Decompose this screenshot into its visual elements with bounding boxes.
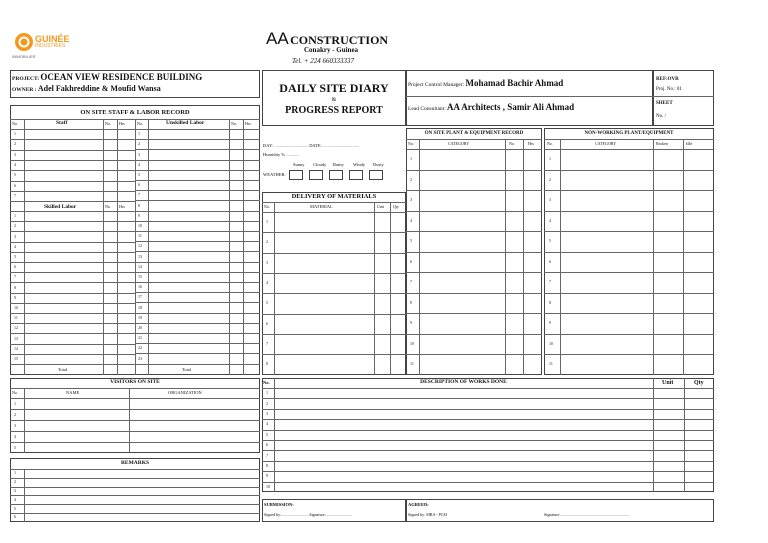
works-col-no: No. — [263, 380, 270, 385]
day-label: DAY: — [263, 143, 274, 148]
diary-title: DAILY SITE DIARY — [279, 81, 389, 95]
plant-title: ON SITE PLANT & EQUIPMENT RECORD — [424, 131, 524, 136]
diary-subtitle: PROGRESS REPORT — [285, 105, 383, 116]
company-title — [266, 30, 388, 47]
staff-row-number: 3 — [14, 151, 16, 157]
delivery-row-number: 1 — [266, 219, 268, 225]
visitors-col-name: NAME — [66, 390, 80, 395]
plant-row[interactable] — [406, 149, 542, 170]
staff-row-number: 6 — [14, 182, 16, 188]
unskilled-row[interactable] — [135, 211, 260, 221]
nonworking-col-category: CATEGORY — [595, 141, 617, 146]
weather-label: WEATHER: — [263, 172, 286, 177]
staff-col-no2: No. — [105, 121, 111, 126]
delivery-row-number: 2 — [266, 239, 268, 245]
works-row[interactable] — [262, 482, 714, 492]
nonworking-col-no: No. — [547, 141, 553, 146]
unskilled-row-number: 9 — [138, 212, 140, 218]
nonworking-row-number: 2 — [549, 176, 551, 182]
staff-row[interactable] — [10, 170, 135, 180]
works-row[interactable] — [262, 450, 714, 460]
nonworking-row[interactable] — [544, 252, 714, 273]
unskilled-row-number: 18 — [138, 304, 142, 310]
unskilled-row-number: 4 — [138, 161, 140, 167]
project-label: PROJECT: — [12, 76, 40, 82]
skilled-row-number: 3 — [14, 233, 16, 239]
works-row-number: 2 — [266, 400, 268, 406]
staff-row[interactable] — [10, 150, 135, 160]
visitor-row[interactable] — [10, 431, 260, 442]
unskilled-row-number: 22 — [138, 345, 142, 351]
unskilled-row-number: 15 — [138, 273, 142, 279]
unskilled-row[interactable] — [135, 282, 260, 292]
delivery-row-number: 7 — [266, 340, 268, 346]
skilled-row[interactable] — [10, 262, 135, 272]
unskilled-row-number: 11 — [138, 233, 142, 239]
unskilled-row[interactable] — [135, 343, 260, 353]
skilled-row[interactable] — [10, 231, 135, 241]
staff-row-number: 5 — [14, 172, 16, 178]
skilled-row[interactable] — [10, 242, 135, 252]
works-row-number: 4 — [266, 421, 268, 427]
unskilled-row-number: 14 — [138, 263, 142, 269]
plant-row[interactable] — [406, 272, 542, 293]
skilled-row-number: 12 — [14, 325, 18, 331]
remark-row-number: 2 — [14, 479, 16, 485]
works-row[interactable] — [262, 440, 714, 450]
sheet-no: No. / — [656, 114, 666, 119]
skilled-row-number: 1 — [14, 213, 16, 219]
unskilled-row-number: 21 — [138, 335, 142, 341]
plant-row-number: 9 — [410, 320, 412, 326]
nonworking-row-number: 10 — [549, 340, 553, 346]
works-row-number: 3 — [266, 411, 268, 416]
skilled-col-no: No. — [105, 204, 111, 209]
owner-name: Adel Fakhreddine & Moufid Wansa — [37, 84, 161, 93]
delivery-row-number: 5 — [266, 300, 268, 306]
staff-total: Total — [58, 367, 68, 372]
unskilled-row[interactable] — [135, 231, 260, 241]
remark-row-number: 6 — [14, 514, 16, 520]
nonworking-row-number: 4 — [549, 217, 551, 223]
plant-row[interactable] — [406, 211, 542, 232]
remark-row[interactable] — [10, 487, 260, 496]
delivery-row-number: 3 — [266, 259, 268, 265]
unskilled-row[interactable] — [135, 302, 260, 312]
unskilled-row[interactable] — [135, 292, 260, 302]
remark-row[interactable] — [10, 504, 260, 513]
works-row-number: 6 — [266, 442, 268, 448]
nonworking-row-number: 7 — [549, 279, 551, 285]
weather-option-rainy: Rainy — [333, 162, 344, 167]
plant-col-category: CATEGORY — [448, 141, 470, 146]
unskilled-row[interactable] — [135, 241, 260, 251]
works-row-number: 5 — [266, 431, 268, 437]
unskilled-row-number: 16 — [138, 284, 142, 290]
unskilled-col-hrs: Hrs — [245, 121, 251, 126]
delivery-col-qty: Qty — [393, 204, 399, 209]
nonworking-row-number: 5 — [549, 238, 551, 244]
works-col-qty: Qty — [694, 380, 704, 386]
plant-col-hrs: Hrs — [528, 141, 534, 146]
plant-col-no2: No. — [509, 141, 515, 146]
unskilled-row[interactable] — [135, 200, 260, 210]
unskilled-row[interactable] — [135, 251, 260, 261]
pcm-name: Mohamad Bachir Ahmad — [465, 78, 564, 88]
proj-no: Proj. No.: 01 — [656, 87, 682, 92]
nonworking-row[interactable] — [544, 293, 714, 314]
nonworking-row[interactable] — [544, 313, 714, 334]
project-line — [12, 73, 202, 83]
unskilled-row-number: 20 — [138, 324, 142, 330]
skilled-row[interactable] — [10, 211, 135, 221]
humidity-label: Humidity % — [263, 152, 286, 157]
remark-row-number: 4 — [14, 496, 16, 502]
owner-label: OWNER : — [12, 87, 37, 93]
skilled-row[interactable] — [10, 333, 135, 343]
works-row[interactable] — [262, 461, 714, 471]
pcm-label: Project Control Manager: — [408, 82, 465, 88]
unskilled-row[interactable] — [135, 221, 260, 231]
delivery-row-number: 6 — [266, 320, 268, 326]
visitors-title: VISITORS ON SITE — [110, 379, 160, 385]
remark-row[interactable] — [10, 513, 260, 522]
diary-amp: & — [331, 97, 337, 103]
unskilled-row[interactable] — [135, 313, 260, 323]
works-row-number: 7 — [266, 452, 268, 458]
nonworking-row[interactable] — [544, 170, 714, 191]
delivery-row-number: 8 — [266, 361, 268, 367]
plant-col-no: No. — [408, 141, 414, 146]
skilled-row-number: 11 — [14, 315, 18, 321]
delivery-col-material: MATERIAL — [310, 204, 333, 209]
works-row-number: 8 — [266, 463, 268, 468]
staff-row-number: 2 — [14, 141, 16, 147]
unskilled-row-number: 12 — [138, 243, 142, 249]
unskilled-row[interactable] — [135, 262, 260, 272]
skilled-row-number: 9 — [14, 294, 16, 300]
pcm-line — [408, 79, 563, 89]
unskilled-row[interactable] — [135, 149, 260, 159]
skilled-row-number: 8 — [14, 284, 16, 290]
skilled-row-number: 13 — [14, 335, 18, 341]
delivery-row[interactable] — [262, 293, 406, 313]
works-title: DESCRIPTION OF WORKS DONE — [420, 379, 507, 385]
staff-row[interactable] — [10, 139, 135, 149]
unskilled-row-number: 13 — [138, 253, 142, 259]
delivery-row[interactable] — [262, 314, 406, 334]
day-field[interactable]: DAY: .............................. DATE: ................................ — [263, 143, 360, 148]
works-row[interactable] — [262, 430, 714, 440]
unskilled-row[interactable] — [135, 170, 260, 180]
agreed-signature[interactable]: Signature:..................................................................... — [544, 512, 630, 517]
unskilled-row-number: 17 — [138, 294, 142, 300]
unskilled-row-number: 19 — [138, 314, 142, 320]
unskilled-row-number: 23 — [138, 355, 142, 361]
unskilled-row[interactable] — [135, 139, 260, 149]
submission-signed[interactable]: Signed by:............................Signature:.......................... — [264, 512, 352, 517]
plant-row-number: 2 — [410, 176, 412, 182]
logo-brand: GUINÉE — [35, 34, 70, 44]
skilled-row[interactable] — [10, 221, 135, 231]
delivery-row[interactable] — [262, 212, 406, 232]
skilled-row[interactable] — [10, 303, 135, 313]
plant-row-number: 3 — [410, 197, 412, 203]
visitor-row[interactable] — [10, 442, 260, 453]
plant-row-number: 8 — [410, 299, 412, 305]
unskilled-row[interactable] — [135, 180, 260, 190]
date-label: DATE: — [309, 143, 322, 148]
weather-option-windy: Windy — [353, 162, 366, 167]
unskilled-row-number: 10 — [138, 222, 142, 228]
plant-row[interactable] — [406, 231, 542, 252]
delivery-row[interactable] — [262, 232, 406, 252]
staff-row[interactable] — [10, 160, 135, 170]
skilled-row-number: 5 — [14, 253, 16, 259]
agreed-box — [406, 499, 714, 522]
delivery-title: DELIVERY OF MATERIALS — [291, 193, 377, 200]
weather-option-sunny: Sunny — [293, 162, 305, 167]
nonworking-col-broken: Broken — [656, 141, 668, 146]
unskilled-row[interactable] — [135, 160, 260, 170]
unskilled-row-number: 3 — [138, 151, 140, 157]
works-row[interactable] — [262, 419, 714, 429]
plant-row[interactable] — [406, 354, 542, 375]
remark-row[interactable] — [10, 478, 260, 487]
skilled-row-number: 10 — [14, 304, 18, 310]
nonworking-row-number: 6 — [549, 258, 551, 264]
works-row[interactable] — [262, 398, 714, 408]
weather-checkbox-windy[interactable] — [349, 170, 363, 180]
project-name: OCEAN VIEW RESIDENCE BUILDING — [40, 72, 203, 82]
staff-row-number: 4 — [14, 162, 16, 168]
plant-row[interactable] — [406, 252, 542, 273]
unskilled-row[interactable] — [135, 353, 260, 363]
weather-checkbox-cloudy[interactable] — [309, 170, 323, 180]
nonworking-row[interactable] — [544, 272, 714, 293]
plant-row-number: 10 — [410, 340, 414, 346]
skilled-row-number: 7 — [14, 274, 16, 280]
unskilled-total: Total — [182, 367, 192, 372]
plant-row-number: 6 — [410, 258, 412, 264]
staff-row[interactable] — [10, 191, 135, 201]
weather-checkbox-sunny[interactable] — [289, 170, 303, 180]
plant-row-number: 1 — [410, 156, 412, 162]
agreed-label: AGREED: — [408, 502, 429, 507]
unskilled-row-number: 2 — [138, 141, 140, 147]
visitor-row-number: 2 — [14, 411, 16, 417]
nonworking-row-number: 3 — [549, 197, 551, 203]
submission-label: SUBMISSION: — [264, 502, 294, 507]
skilled-row-number: 15 — [14, 355, 18, 361]
staff-title: ON SITE STAFF & LABOR RECORD — [80, 109, 190, 116]
nonworking-row[interactable] — [544, 190, 714, 211]
staff-col-hrs: Hrs — [119, 121, 125, 126]
plant-row[interactable] — [406, 170, 542, 191]
unskilled-row-number: 6 — [138, 182, 140, 188]
works-col-unit: Unit — [662, 380, 674, 386]
skilled-row[interactable] — [10, 272, 135, 282]
lc-name: AA Architects , Samir Ali Ahmad — [446, 102, 575, 112]
skilled-row-number: 6 — [14, 264, 16, 270]
weather-checkbox-rainy[interactable] — [329, 170, 343, 180]
plant-row[interactable] — [406, 334, 542, 355]
delivery-row-number: 4 — [266, 280, 268, 286]
works-row-number: 10 — [266, 483, 270, 489]
nonworking-title: NON-WORKING PLANT/EQUIPMENT — [584, 131, 674, 136]
unskilled-row-number: 1 — [138, 131, 140, 137]
nonworking-row[interactable] — [544, 354, 714, 375]
unskilled-col-title: Unskilled Labor — [166, 120, 205, 126]
visitors-col-no: No. — [12, 390, 18, 395]
staff-row-number: 1 — [14, 131, 16, 137]
nonworking-col-idle: Idle — [686, 141, 693, 146]
unskilled-row-number: 7 — [138, 192, 140, 198]
staff-row[interactable] — [10, 129, 135, 139]
unskilled-col-no: No. — [137, 121, 143, 126]
plant-row[interactable] — [406, 293, 542, 314]
visitor-row-number: 4 — [14, 433, 16, 439]
sheet-label: SHEET — [656, 101, 673, 106]
unskilled-row[interactable] — [135, 323, 260, 333]
delivery-row[interactable] — [262, 354, 406, 374]
skilled-col-hrs: Hrs — [119, 204, 125, 209]
skilled-col-title: Skilled Labor — [44, 204, 77, 210]
logo-sub: INDUSTRIES — [35, 43, 66, 49]
works-row-number: 9 — [266, 473, 268, 479]
nonworking-row[interactable] — [544, 149, 714, 170]
visitor-row[interactable] — [10, 420, 260, 431]
staff-row-number: 7 — [14, 192, 16, 198]
works-row-number: 1 — [266, 390, 268, 396]
remark-row-number: 1 — [14, 470, 16, 476]
works-row[interactable] — [262, 471, 714, 481]
remark-row[interactable] — [10, 495, 260, 504]
skilled-row[interactable] — [10, 323, 135, 333]
company-tel: Tel. + 224 660333337 — [292, 57, 355, 65]
weather-checkbox-dusty[interactable] — [369, 170, 383, 180]
remark-row[interactable] — [10, 469, 260, 478]
plant-row[interactable] — [406, 313, 542, 334]
skilled-row-number: 2 — [14, 223, 16, 229]
unskilled-row[interactable] — [135, 129, 260, 139]
unskilled-row[interactable] — [135, 190, 260, 200]
works-row[interactable] — [262, 388, 714, 398]
staff-row[interactable] — [10, 181, 135, 191]
unskilled-col-no2: No. — [231, 121, 237, 126]
weather-option-dusty: Dusty — [373, 162, 384, 167]
unskilled-row-number: 5 — [138, 171, 140, 177]
skilled-row-number: 14 — [14, 345, 18, 351]
ref-label: REF:OVR — [656, 77, 679, 82]
company-city: Conakry - Guinea — [304, 46, 359, 54]
delivery-col-unit: Unit — [377, 204, 385, 209]
staff-col-no: No. — [12, 121, 18, 126]
visitor-row[interactable] — [10, 409, 260, 420]
delivery-row[interactable] — [262, 253, 406, 273]
nonworking-row-number: 8 — [549, 299, 551, 305]
visitor-row[interactable] — [10, 398, 260, 409]
plant-row[interactable] — [406, 190, 542, 211]
nonworking-row-number: 1 — [549, 156, 551, 162]
plant-row-number: 5 — [410, 238, 412, 244]
remark-row-number: 5 — [14, 505, 16, 511]
visitor-row-number: 5 — [14, 444, 16, 450]
lc-line — [408, 103, 574, 113]
nonworking-row-number: 11 — [549, 361, 553, 367]
skilled-row[interactable] — [10, 354, 135, 364]
works-row[interactable] — [262, 409, 714, 419]
skilled-row[interactable] — [10, 282, 135, 292]
company-logo — [11, 30, 83, 64]
owner-line — [12, 85, 161, 94]
weather-option-cloudy: Cloudy — [313, 162, 327, 167]
unskilled-row[interactable] — [135, 272, 260, 282]
delivery-col-no: No. — [264, 204, 270, 209]
skilled-row[interactable] — [10, 252, 135, 262]
logo-tag: IMMOBILIER — [12, 54, 36, 59]
skilled-row[interactable] — [10, 344, 135, 354]
plant-row-number: 7 — [410, 279, 412, 285]
delivery-row[interactable] — [262, 273, 406, 293]
skilled-row[interactable] — [10, 293, 135, 303]
company-prefix: AA — [266, 29, 289, 48]
agreed-signed: Signed by: MBA - PCM — [408, 512, 447, 517]
staff-col-staff: Staff — [56, 120, 68, 126]
delivery-row[interactable] — [262, 334, 406, 354]
unskilled-row[interactable] — [135, 333, 260, 343]
skilled-row[interactable] — [10, 313, 135, 323]
lc-label: Lead Consultant: — [408, 106, 446, 112]
nonworking-row[interactable] — [544, 231, 714, 252]
visitors-col-org: ORGANIZATION — [168, 390, 202, 395]
company-name: CONSTRUCTION — [290, 33, 389, 47]
plant-row-number: 4 — [410, 217, 412, 223]
visitor-row-number: 3 — [14, 422, 16, 428]
nonworking-row-number: 9 — [549, 320, 551, 326]
skilled-row-number: 4 — [14, 243, 16, 249]
nonworking-row[interactable] — [544, 211, 714, 232]
humidity-field[interactable]: Humidity % ........... — [263, 152, 299, 157]
remarks-title: REMARKS — [120, 460, 150, 466]
visitor-row-number: 1 — [14, 400, 16, 406]
nonworking-row[interactable] — [544, 334, 714, 355]
remark-row-number: 3 — [14, 488, 16, 493]
plant-row-number: 11 — [410, 361, 414, 367]
unskilled-row-number: 8 — [138, 202, 140, 208]
